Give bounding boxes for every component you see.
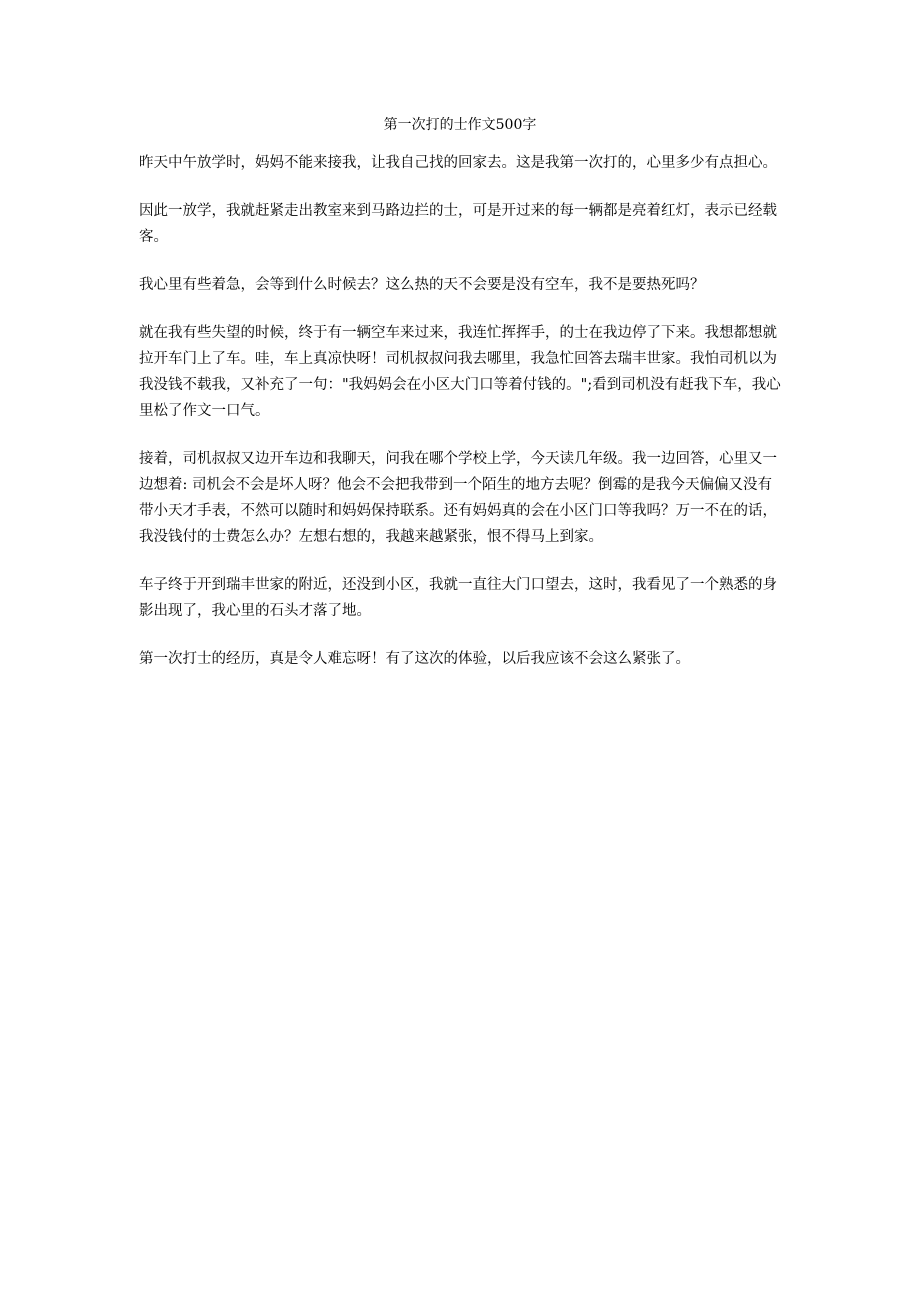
paragraph-1: 昨天中午放学时，妈妈不能来接我，让我自己找的回家去。这是我第一次打的，心里多少有点担心。 — [139, 155, 777, 171]
paragraph-5: 接着，司机叔叔又边开车边和我聊天，问我在哪个学校上学，今天读几年级。我一边回答，心里又一边想着: 司机会不会是坏人呀？他会不会把我带到一个陌生的地方去呢？倒霉的是我今天偏偏又没有带小天才手表，不然可以随时和妈妈保持联系。还有妈妈真的会在小区门口等我吗？万一不在的话，我没钱付的士费怎么办？左想右想的，我越来越紧张，恨不得马上到家。 — [139, 451, 777, 545]
paragraph-2: 因此一放学，我就赶紧走出教室来到马路边拦的士，可是开过来的每一辆都是亮着红灯，表示已经载客。 — [139, 203, 777, 245]
paragraph-3: 我心里有些着急，会等到什么时候去？这么热的天不会要是没有空车，我不是要热死吗？ — [139, 277, 705, 293]
paragraph-4: 就在我有些失望的时候，终于有一辆空车来过来，我连忙挥挥手，的士在我边停了下来。我想都想就拉开车门上了车。哇，车上真凉快呀！司机叔叔问我去哪里，我急忙回答去瑞丰世家。我怕司机以为我没钱不载我，又补充了一句："我妈妈会在小区大门口等着付钱的。";看到司机没有赶我下车，我心里松了作文一口气。 — [139, 325, 781, 419]
paragraph-7: 第一次打士的经历，真是令人难忘呀！有了这次的体验，以后我应该不会这么紧张了。 — [139, 651, 690, 667]
paragraph-6: 车子终于开到瑞丰世家的附近，还没到小区，我就一直往大门口望去，这时，我看见了一个熟悉的身影出现了，我心里的石头才落了地。 — [139, 577, 777, 619]
document-title: 第一次打的士作文500字 — [383, 117, 537, 133]
document-body — [139, 150, 784, 672]
